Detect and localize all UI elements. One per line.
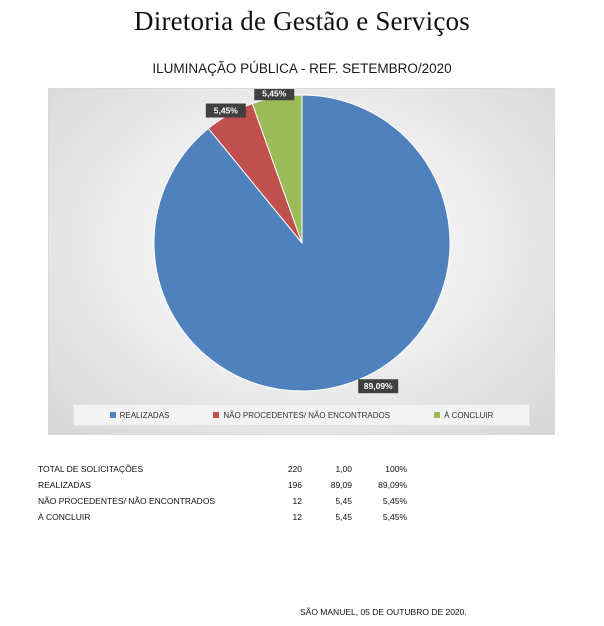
legend-label: REALIZADAS [119, 410, 170, 420]
row-value: 5,45 [335, 512, 352, 522]
table-row [38, 509, 407, 525]
row-percent: 5,45% [382, 512, 407, 522]
row-percent: 100% [385, 464, 407, 474]
row-value: 5,45 [335, 496, 352, 506]
data-label-text: 5,45% [262, 89, 287, 99]
summary-table [38, 461, 407, 525]
row-count: 12 [292, 496, 302, 506]
table-row [38, 493, 407, 509]
chart-area [48, 88, 555, 435]
data-label-nao-procedentes-nao-encontrados [206, 104, 246, 118]
data-label-text: 89,09% [363, 381, 393, 392]
legend-item-nao-procedentes-nao-encontrados [213, 411, 390, 420]
row-percent: 89,09% [378, 480, 407, 490]
row-label: NÃO PROCEDENTES/ NÃO ENCONTRADOS [38, 496, 216, 506]
page-title: Diretoria de Gestão e Serviços [134, 6, 470, 36]
row-value: 89,09 [330, 480, 352, 490]
pie-chart [49, 89, 556, 436]
legend-swatch [213, 412, 219, 418]
data-label-a-concluir [254, 89, 294, 100]
table-row [38, 477, 407, 493]
row-count: 12 [292, 512, 302, 522]
row-label: REALIZADAS [38, 480, 91, 490]
legend-swatch [110, 412, 116, 418]
data-label-text: 5,45% [213, 105, 238, 116]
legend-swatch [434, 412, 440, 418]
footer-date: SÃO MANUEL, 05 DE OUTUBRO DE 2020. [300, 607, 467, 617]
legend-item-a-concluir [434, 411, 493, 420]
legend-label: À CONCLUIR [444, 410, 494, 420]
table-row [38, 461, 407, 477]
chart-title: ILUMINAÇÃO PÚBLICA - REF. SETEMBRO/2020 [152, 61, 452, 76]
row-label: TOTAL DE SOLICITAÇÕES [38, 464, 144, 474]
row-count: 220 [287, 464, 302, 474]
legend-item-realizadas [110, 411, 170, 420]
chart-legend [73, 404, 530, 426]
data-label-realizadas [358, 379, 398, 393]
legend-label: NÃO PROCEDENTES/ NÃO ENCONTRADOS [223, 410, 391, 420]
row-label: À CONCLUIR [38, 512, 91, 522]
row-percent: 5,45% [382, 496, 407, 506]
row-count: 196 [287, 480, 302, 490]
row-value: 1,00 [335, 464, 352, 474]
